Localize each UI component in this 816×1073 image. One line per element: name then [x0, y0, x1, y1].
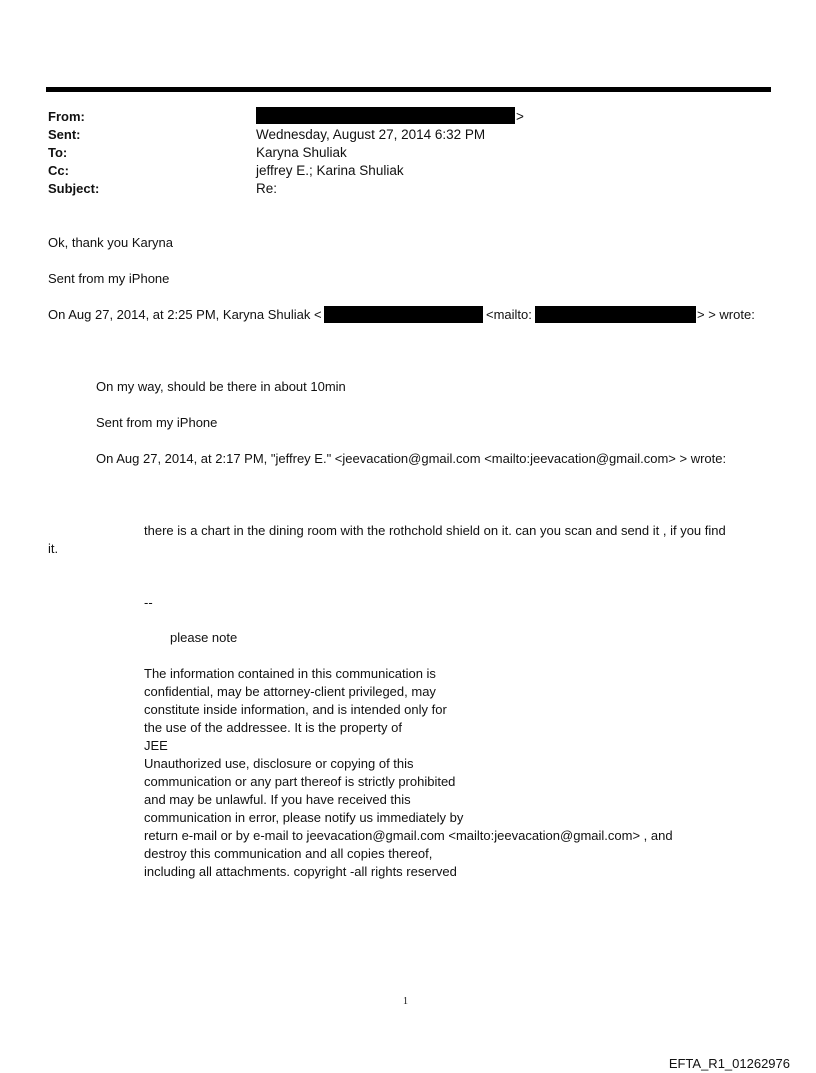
quote1-intro: On Aug 27, 2014, at 2:17 PM, "jeffrey E." <jeevacation@gmail.com <mailto:jeevacation@gmail.com> > wrote:: [96, 451, 727, 466]
please-note: please note: [170, 630, 238, 645]
quote-intro-a: On Aug 27, 2014, at 2:25 PM, Karyna Shuliak <: [48, 307, 322, 322]
quote-intro-c: > > wrote:: [697, 307, 755, 322]
to-label: To:: [48, 145, 68, 160]
quote2-line-1-wrap: it.: [48, 541, 59, 556]
from-value-suffix: >: [516, 109, 524, 124]
disclaimer-line: the use of the addressee. It is the property of: [144, 720, 402, 735]
disclaimer-block: [144, 665, 673, 881]
redaction-email-2: [535, 306, 696, 323]
redaction-from: [256, 107, 515, 124]
header-rule: [46, 87, 771, 92]
sent-label: Sent:: [48, 127, 81, 142]
disclaimer-line: return e-mail or by e-mail to jeevacation@gmail.com <mailto:jeevacation@gmail.com> , and: [144, 828, 673, 843]
disclaimer-line: communication or any part thereof is strictly prohibited: [144, 774, 456, 789]
subject-label: Subject:: [48, 181, 100, 196]
disclaimer-line: constitute inside information, and is intended only for: [144, 702, 447, 717]
disclaimer-line: JEE: [144, 738, 168, 753]
quote2-line-1: there is a chart in the dining room with the rothchold shield on it. can you scan and send it , if you find: [144, 523, 726, 538]
message-line-1: Ok, thank you Karyna: [48, 235, 174, 250]
quote-intro-b: <mailto:: [486, 307, 532, 322]
document-id: EFTA_R1_01262976: [668, 1056, 790, 1071]
message-line-2: Sent from my iPhone: [48, 271, 170, 286]
cc-label: Cc:: [48, 163, 69, 178]
quote1-line-2: Sent from my iPhone: [96, 415, 218, 430]
cc-value: jeffrey E.; Karina Shuliak: [256, 163, 404, 178]
sent-value: Wednesday, August 27, 2014 6:32 PM: [256, 127, 486, 142]
disclaimer-line: and may be unlawful. If you have received this: [144, 792, 411, 807]
redaction-email-1: [324, 306, 483, 323]
disclaimer-line: including all attachments. copyright -all rights reserved: [144, 864, 457, 879]
subject-value: Re:: [256, 181, 278, 196]
from-label: From:: [48, 109, 85, 124]
signature-separator: --: [144, 595, 153, 610]
disclaimer-line: communication in error, please notify us immediately by: [144, 810, 464, 825]
disclaimer-line: The information contained in this communication is: [144, 666, 436, 681]
quote1-line-1: On my way, should be there in about 10min: [96, 379, 346, 394]
disclaimer-line: Unauthorized use, disclosure or copying of this: [144, 756, 414, 771]
disclaimer-line: destroy this communication and all copies thereof,: [144, 846, 433, 861]
page-number: 1: [403, 996, 408, 1007]
to-value: Karyna Shuliak: [256, 145, 347, 160]
disclaimer-line: confidential, may be attorney-client privileged, may: [144, 684, 436, 699]
